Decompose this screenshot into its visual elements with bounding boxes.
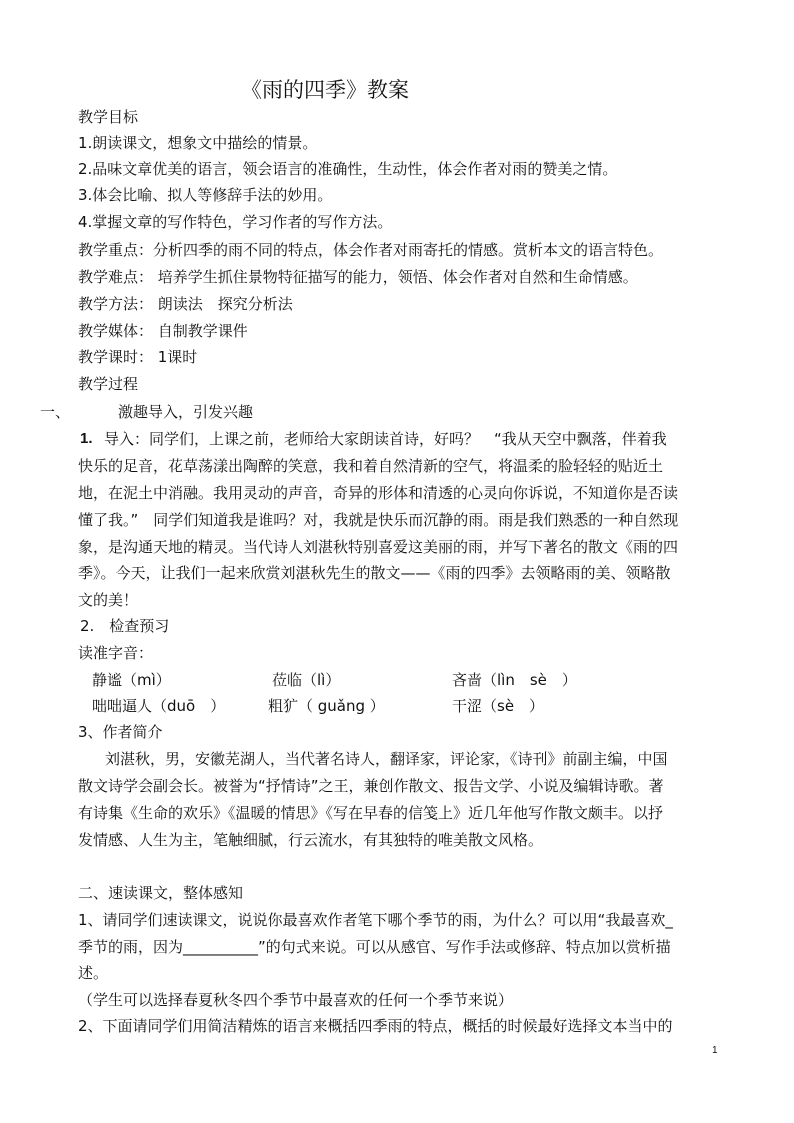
- objectives-heading: 教学目标: [78, 108, 139, 126]
- preview-check-heading: 2. 检查预习: [80, 617, 170, 635]
- pronunciation-item: 干涩（sè ）: [452, 697, 545, 715]
- page-number: 1: [712, 1045, 718, 1056]
- section-2-line: （学生可以选择春夏秋冬四个季节中最喜欢的任何一个季节来说）: [78, 991, 514, 1009]
- section-1-label: 一、: [40, 403, 71, 421]
- teaching-focus: 教学重点：分析四季的雨不同的特点，体会作者对雨寄托的情感。赏析本文的语言特色。: [78, 241, 664, 259]
- pronunciation-item: 咄咄逼人（duō ）: [92, 697, 226, 715]
- objective-item: 1.朗读课文，想象文中描绘的情景。: [78, 134, 318, 152]
- author-line: 散文诗学会副会长。被誉为“抒情诗”之王，兼创作散文、报告文学、小说及编辑诗歌。著: [78, 777, 664, 795]
- section-1-title: 激趣导入，引发兴趣: [118, 403, 254, 421]
- intro-line: 快乐的足音，花草荡漾出陶醉的笑意，我和着自然清新的空气，将温柔的脸轻轻的贴近土: [78, 457, 664, 475]
- intro-line: 季》。今天，让我们一起来欣赏刘湛秋先生的散文——《雨的四季》去领略雨的美、领略散: [78, 564, 671, 582]
- pronunciation-item: 静谧（mì）: [92, 671, 171, 689]
- section-2-line: 述。: [78, 964, 109, 982]
- pronunciation-item: 吝啬（lìn sè ）: [452, 671, 577, 689]
- author-line: 有诗集《生命的欢乐》《温暖的情思》《写在早春的信笺上》近几年他写作散文颇丰。以抒: [78, 804, 664, 822]
- author-line: 刘湛秋，男，安徽芜湖人，当代著名诗人，翻译家，评论家，《诗刊》前副主编，中国: [90, 750, 668, 768]
- teaching-hours: 教学课时： 1课时: [78, 348, 198, 366]
- item-number: 1.: [80, 430, 93, 447]
- section-2-line: 季节的雨，因为__________”的句式来说。可以从感官、写作手法或修辞、特点加以赏析描: [78, 938, 671, 956]
- intro-line: 文的美！: [78, 591, 139, 609]
- teaching-process-heading: 教学过程: [78, 375, 139, 393]
- author-line: 发情感、人生为主，笔触细腻，行云流水，有其独特的唯美散文风格。: [78, 831, 544, 849]
- intro-line: 象，是沟通天地的精灵。当代诗人刘湛秋特别喜爱这美丽的雨，并写下著名的散文《雨的四: [78, 538, 679, 556]
- intro-line: 懂了我。” 同学们知道我是谁吗？对，我就是快乐而沉静的雨。雨是我们熟悉的一种自然现: [78, 511, 679, 529]
- section-2-line: 1、请同学们速读课文，说说你最喜欢作者笔下哪个季节的雨，为什么？可以用“我最喜欢_: [78, 911, 673, 929]
- objective-item: 2.品味文章优美的语言，领会语言的准确性，生动性，体会作者对雨的赞美之情。: [78, 160, 618, 178]
- author-intro-heading: 3、作者简介: [78, 723, 163, 741]
- teaching-difficulty: 教学难点： 培养学生抓住景物特征描写的能力，领悟、体会作者对自然和生命情感。: [78, 268, 638, 286]
- objective-item: 3.体会比喻、拟人等修辞手法的妙用。: [78, 186, 333, 204]
- teaching-method: 教学方法： 朗读法 探究分析法: [78, 295, 293, 313]
- objective-item: 4.掌握文章的写作特色，学习作者的写作方法。: [78, 213, 393, 231]
- teaching-media: 教学媒体： 自制教学课件: [78, 322, 248, 340]
- intro-line: 地，在泥土中消融。我用灵动的声音，奇异的形体和清透的心灵向你诉说，不知道你是否读: [78, 484, 679, 502]
- pronunciation-item: 莅临（lì）: [272, 671, 341, 689]
- section-2-line: 2、下面请同学们用简洁精炼的语言来概括四季雨的特点，概括的时候最好选择文本当中的: [78, 1017, 673, 1035]
- page-title: 《雨的四季》教案: [241, 78, 409, 102]
- pronunciation-heading: 读准字音：: [78, 644, 154, 662]
- intro-line: 导入：同学们，上课之前，老师给大家朗读首诗，好吗？ “我从天空中飘落，伴着我: [104, 430, 667, 448]
- section-2-heading: 二、速读课文，整体感知: [78, 884, 244, 902]
- pronunciation-item: 粗犷（ guǎng ）: [268, 697, 385, 715]
